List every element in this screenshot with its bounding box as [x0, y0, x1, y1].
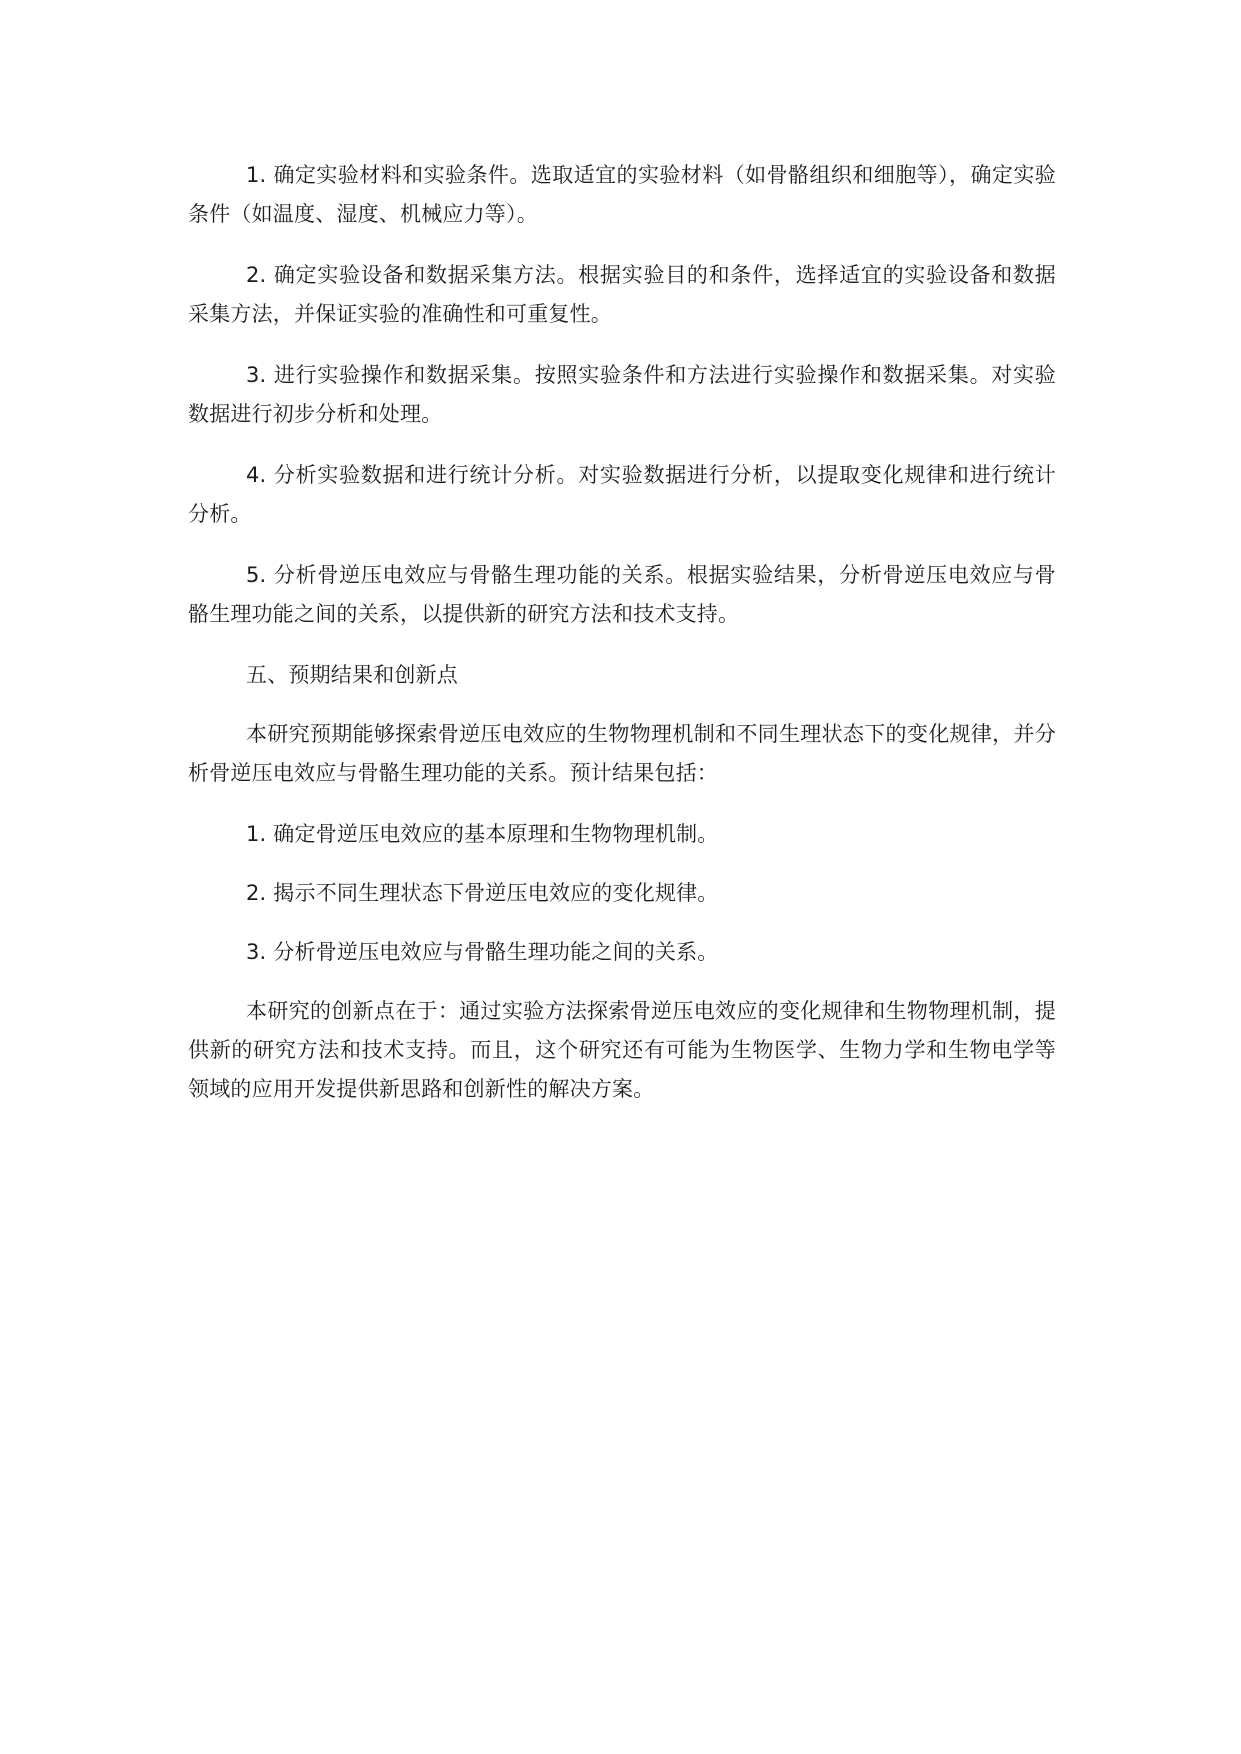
- result-item-3: 3. 分析骨逆压电效应与骨骼生理功能之间的关系。: [246, 940, 719, 964]
- step-paragraph-1: 1. 确定实验材料和实验条件。选取适宜的实验材料（如骨骼组织和细胞等），确定实验条件（如温度、湿度、机械应力等）。: [188, 163, 1056, 226]
- result-item-2: 2. 揭示不同生理状态下骨逆压电效应的变化规律。: [246, 881, 719, 905]
- step-paragraph-3: 3. 进行实验操作和数据采集。按照实验条件和方法进行实验操作和数据采集。对实验数据进行初步分析和处理。: [188, 363, 1056, 426]
- step-paragraph-4: 4. 分析实验数据和进行统计分析。对实验数据进行分析，以提取变化规律和进行统计分析。: [188, 463, 1056, 526]
- step-paragraph-5: 5. 分析骨逆压电效应与骨骼生理功能的关系。根据实验结果，分析骨逆压电效应与骨骼生理功能之间的关系，以提供新的研究方法和技术支持。: [188, 563, 1056, 626]
- innovation-paragraph: 本研究的创新点在于：通过实验方法探索骨逆压电效应的变化规律和生物物理机制，提供新的研究方法和技术支持。而且，这个研究还有可能为生物医学、生物力学和生物电学等领域的应用开发提供新思路和创新性的解决方案。: [188, 999, 1056, 1101]
- step-paragraph-2: 2. 确定实验设备和数据采集方法。根据实验目的和条件，选择适宜的实验设备和数据采集方法，并保证实验的准确性和可重复性。: [188, 263, 1056, 326]
- document-body: [188, 156, 1056, 1131]
- section-heading: 五、预期结果和创新点: [246, 663, 458, 687]
- result-item-1: 1. 确定骨逆压电效应的基本原理和生物物理机制。: [246, 822, 719, 846]
- intro-paragraph: 本研究预期能够探索骨逆压电效应的生物物理机制和不同生理状态下的变化规律，并分析骨逆压电效应与骨骼生理功能的关系。预计结果包括：: [188, 722, 1056, 785]
